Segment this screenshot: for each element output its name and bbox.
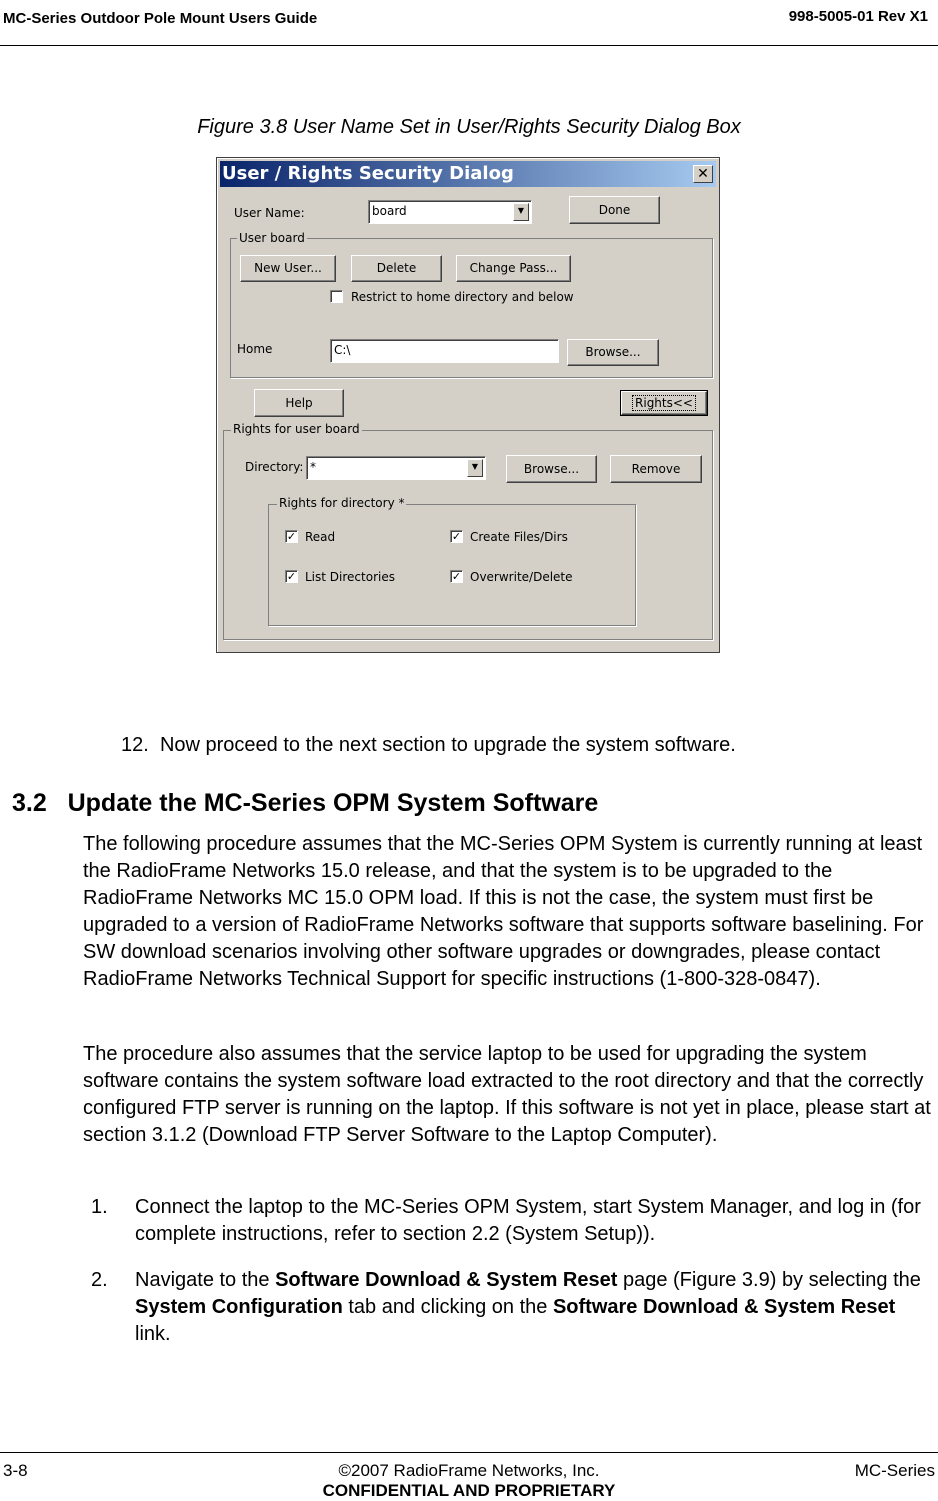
footer-center xyxy=(0,1461,938,1501)
user-name-label: User Name: xyxy=(234,206,305,220)
paragraph-1: The following procedure assumes that the MC-Series OPM System is currently running at least the RadioFrame Networks 15.0 release, and that the system is to be upgraded to the RadioFrame Networks MC 15.0 OPM load. If this is not the case, the system must first be upgraded to a version of RadioFrame Networks software that supports software baselining. For SW download scenarios involving other software upgrades or downgrades, please contact RadioFrame Networks Technical Support for specific instructions (1-800-328-0847). xyxy=(83,833,924,990)
home-input[interactable]: C:\ xyxy=(330,339,559,363)
rights-dir-group-label: Rights for directory * xyxy=(279,496,405,510)
header-doc-number: 998-5005-01 Rev X1 xyxy=(788,8,928,25)
footer-rule xyxy=(0,1452,938,1453)
browse-home-button[interactable]: Browse... xyxy=(567,339,659,366)
directory-label: Directory: xyxy=(245,460,304,474)
dialog-title: User / Rights Security Dialog xyxy=(222,163,514,184)
delete-button[interactable]: Delete xyxy=(351,255,442,282)
step-1-number: 1. xyxy=(91,1196,108,1218)
user-rights-dialog xyxy=(216,157,720,653)
header-rule xyxy=(0,45,938,46)
figure-caption: Figure 3.8 User Name Set in User/Rights Security Dialog Box xyxy=(197,116,741,138)
step-2-f: Software Download & System Reset xyxy=(552,1296,896,1318)
step-12-number: 12. xyxy=(121,734,149,756)
restrict-label: Restrict to home directory and below xyxy=(351,290,574,304)
browse-dir-button[interactable]: Browse... xyxy=(506,455,597,483)
done-button[interactable]: Done xyxy=(569,196,660,224)
overwrite-label: Overwrite/Delete xyxy=(470,570,573,584)
step-2-number: 2. xyxy=(91,1269,108,1291)
directory-select[interactable] xyxy=(306,456,486,480)
user-name-value: board xyxy=(372,204,407,218)
create-label: Create Files/Dirs xyxy=(470,530,568,544)
step-2-g: link. xyxy=(135,1323,171,1345)
read-checkbox[interactable]: ✓ xyxy=(286,530,297,543)
header-title: MC-Series Outdoor Pole Mount Users Guide xyxy=(3,10,318,27)
paragraph-2: The procedure also assumes that the service laptop to be used for upgrading the system software contains the system software load extracted to the root directory and that the correctly configured FTP server is running on the laptop. If this software is not yet in place, please start at section 3.1.2 (Download FTP Server Software to the Laptop Computer). xyxy=(83,1043,931,1146)
user-board-group-label: User board xyxy=(239,231,305,245)
list-label: List Directories xyxy=(305,570,395,584)
rights-button-label: Rights<< xyxy=(632,395,696,411)
remove-button[interactable]: Remove xyxy=(610,455,702,483)
home-label: Home xyxy=(237,342,273,356)
dialog-titlebar xyxy=(220,161,716,187)
help-button[interactable]: Help xyxy=(254,389,344,417)
footer-page-number: 3-8 xyxy=(3,1461,28,1480)
step-2-c: page (Figure 3.9) by selecting the xyxy=(617,1269,921,1291)
new-user-button[interactable]: New User... xyxy=(240,255,336,282)
rights-dir-group xyxy=(268,504,636,626)
section-heading xyxy=(12,789,598,818)
restrict-checkbox[interactable] xyxy=(330,290,343,303)
footer-product: MC-Series xyxy=(854,1461,935,1480)
directory-value: * xyxy=(310,460,316,474)
create-checkbox[interactable]: ✓ xyxy=(451,530,462,543)
chevron-down-icon[interactable]: ▼ xyxy=(513,203,529,221)
step-1-text: Connect the laptop to the MC-Series OPM System, start System Manager, and log in (for complete instructions, refer to section 2.2 (System Setup)). xyxy=(135,1196,921,1245)
step-2-text xyxy=(135,1267,935,1348)
step-12 xyxy=(121,732,736,759)
footer-copyright: ©2007 RadioFrame Networks, Inc. xyxy=(338,1461,600,1480)
rights-user-group-label: Rights for user board xyxy=(233,422,360,436)
user-name-select[interactable] xyxy=(368,200,532,224)
close-icon[interactable]: ✕ xyxy=(693,165,713,183)
chevron-down-icon[interactable]: ▼ xyxy=(467,459,483,477)
overwrite-checkbox[interactable]: ✓ xyxy=(451,570,462,583)
step-2-a: Navigate to the xyxy=(135,1269,276,1291)
list-checkbox[interactable]: ✓ xyxy=(286,570,297,583)
section-number: 3.2 xyxy=(12,789,47,817)
change-pass-button[interactable]: Change Pass... xyxy=(456,255,571,282)
rights-button[interactable] xyxy=(621,391,707,415)
step-2-e: tab and clicking on the xyxy=(342,1296,553,1318)
read-label: Read xyxy=(305,530,336,544)
step-2-b: Software Download & System Reset xyxy=(275,1269,618,1291)
step-2-d: System Configuration xyxy=(135,1296,343,1318)
footer-confidential: CONFIDENTIAL AND PROPRIETARY xyxy=(322,1481,616,1500)
section-title: Update the MC-Series OPM System Software xyxy=(67,789,599,817)
step-12-text: Now proceed to the next section to upgrade the system software. xyxy=(159,734,736,756)
